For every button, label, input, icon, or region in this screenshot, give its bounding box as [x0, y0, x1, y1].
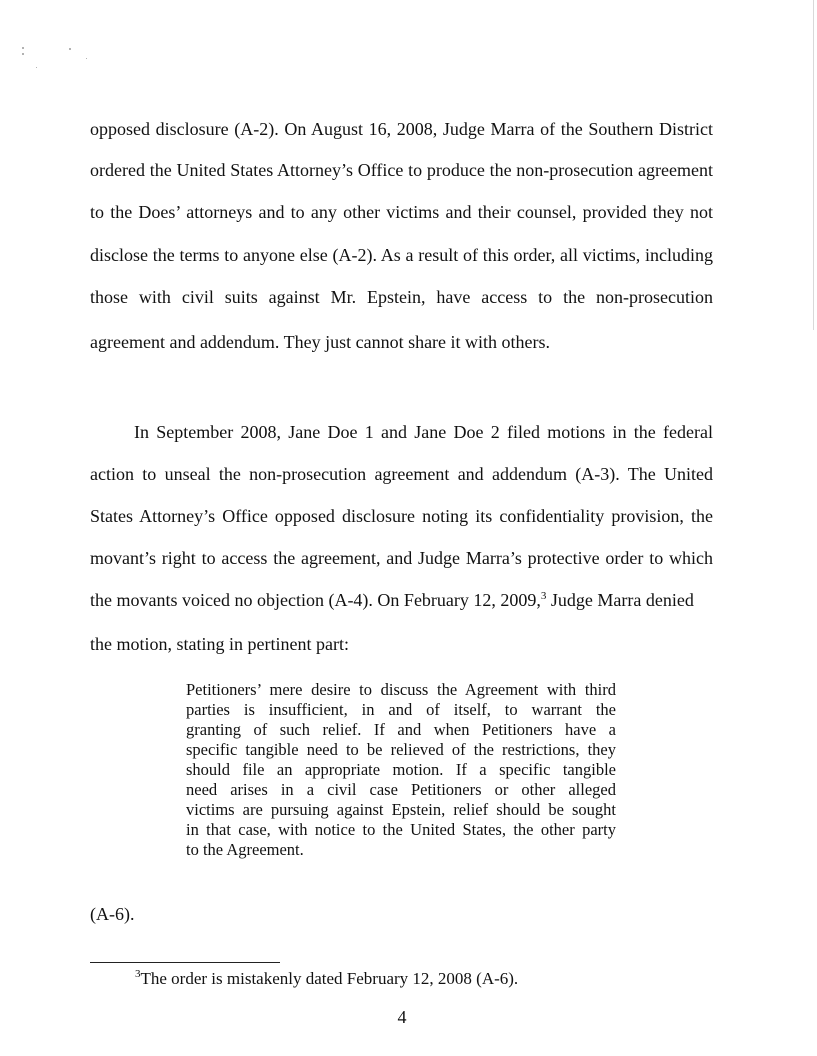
body-text-segment: Judge Marra denied [546, 590, 694, 610]
quote-line: should file an appropriate motion. If a specific tangible [186, 760, 616, 779]
footnote-divider [90, 962, 280, 963]
body-text-line: to the Does’ attorneys and to any other victims and their counsel, provided they not [90, 202, 713, 222]
body-text-line: ordered the United States Attorney’s Office to produce the non-prosecution agreement [90, 160, 713, 180]
quote-line: parties is insufficient, in and of itself, to warrant the [186, 700, 616, 719]
body-text-line: movant’s right to access the agreement, and Judge Marra’s protective order to which [90, 548, 713, 568]
scan-speck [22, 53, 24, 55]
body-text-line: agreement and addendum. They just cannot share it with others. [90, 332, 551, 352]
scan-speck [86, 58, 87, 59]
body-text-line: States Attorney’s Office opposed disclosure noting its confidentiality provision, the [90, 506, 713, 526]
body-text-line: disclose the terms to anyone else (A-2). As a result of this order, all victims, including [90, 245, 713, 265]
scan-speck [22, 47, 24, 49]
quote-line: in that case, with notice to the United States, the other party [186, 820, 616, 839]
page-number: 4 [397, 1007, 407, 1027]
body-text-line: the motion, stating in pertinent part: [90, 634, 349, 654]
body-text-segment: the movants voiced no objection (A-4). On February 12, 2009, [90, 590, 541, 610]
citation: (A-6). [90, 904, 135, 924]
body-text-line: opposed disclosure (A-2). On August 16, 2008, Judge Marra of the Southern District [90, 119, 713, 139]
body-text-line: action to unseal the non-prosecution agreement and addendum (A-3). The United [90, 464, 713, 484]
footnote-marker: 3 [135, 968, 141, 980]
quote-line: granting of such relief. If and when Petitioners have a [186, 720, 616, 739]
quote-line: need arises in a civil case Petitioners or other alleged [186, 780, 616, 799]
quote-line: Petitioners’ mere desire to discuss the Agreement with third [186, 680, 616, 699]
scan-speck [69, 48, 71, 50]
body-text-line [90, 589, 694, 611]
scan-speck [36, 67, 37, 68]
body-text-line: those with civil suits against Mr. Epstein, have access to the non-prosecution [90, 287, 713, 307]
quote-line: victims are pursuing against Epstein, relief should be sought [186, 800, 616, 819]
scan-edge-line [813, 0, 814, 330]
quote-line: to the Agreement. [186, 840, 304, 859]
footnote-reference: 3 [540, 590, 547, 602]
body-text-line: In September 2008, Jane Doe 1 and Jane Doe 2 filed motions in the federal [134, 422, 713, 442]
quote-line: specific tangible need to be relieved of the restrictions, they [186, 740, 616, 759]
footnote [135, 968, 518, 990]
footnote-text: The order is mistakenly dated February 12, 2008 (A-6). [140, 969, 519, 988]
